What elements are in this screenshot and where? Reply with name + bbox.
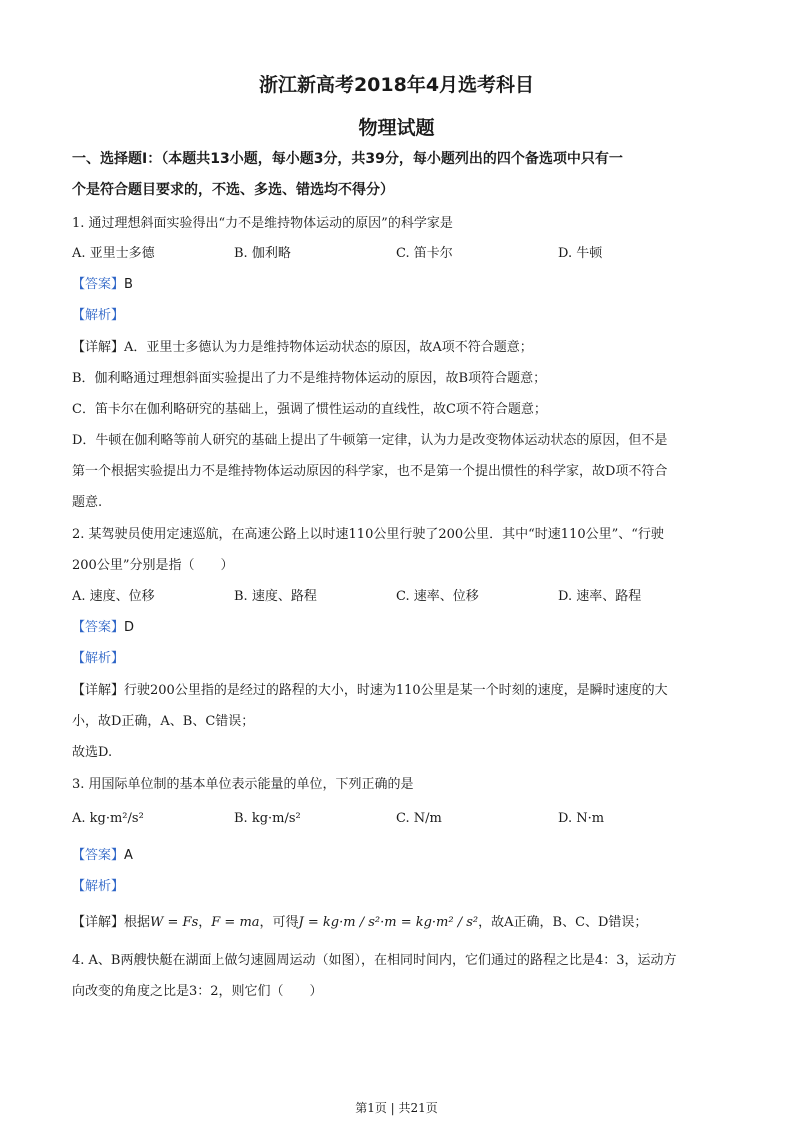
detail-text: 根据 [124, 915, 151, 930]
q3-answer [72, 847, 133, 865]
q2-stem-line1: 2. 某驾驶员使用定速巡航，在高速公路上以时速110公里行驶了200公里．其中“时速110公里”、“行驶 [72, 527, 664, 542]
q1-detail-line: C．笛卡尔在伽利略研究的基础上，强调了惯性运动的直线性，故C项不符合题意； [72, 402, 547, 417]
formula-joule: J = kg·m / s²·m = kg·m² / s² [298, 915, 479, 930]
formula-newton: F = ma [211, 915, 260, 930]
q1-detail-line: B．伽利略通过理想斜面实验提出了力不是维持物体运动的原因，故B项符合题意； [72, 371, 547, 386]
q1-option-a: A. 亚里士多德 [72, 246, 155, 261]
page-footer: 第1页 | 共21页 [355, 1101, 438, 1115]
q2-option-c: C. 速率、位移 [396, 589, 479, 604]
section-heading-line2: 个是符合题目要求的，不选、多选、错选均不得分） [72, 182, 394, 198]
q1-option-d: D. 牛顿 [558, 246, 603, 261]
detail-tag: 【详解】 [72, 915, 125, 930]
q2-detail-line: 小，故D正确，A、B、C错误； [72, 714, 255, 729]
q1-option-c: C. 笛卡尔 [396, 246, 453, 261]
q1-detail-line: 第一个根据实验提出力不是维持物体运动原因的科学家，也不是第一个提出惯性的科学家，故D项不符合 [72, 464, 668, 479]
q3-stem: 3. 用国际单位制的基本单位表示能量的单位，下列正确的是 [72, 777, 414, 792]
q2-answer [72, 619, 134, 637]
detail-text: ，可得 [259, 915, 299, 930]
q3-option-d: D. N·m [558, 811, 605, 826]
q1-stem: 1. 通过理想斜面实验得出“力不是维持物体运动的原因”的科学家是 [72, 216, 453, 231]
q3-option-b: B. kg·m/s² [234, 811, 301, 826]
q1-detail-line: D．牛顿在伽利略等前人研究的基础上提出了牛顿第一定律，认为力是改变物体运动状态的原因，但不是 [72, 433, 668, 448]
detail-tag: 【详解】 [72, 683, 125, 698]
detail-tag: 【详解】 [72, 340, 125, 355]
answer-value: B [124, 277, 133, 292]
analysis-tag: 【解析】 [72, 879, 125, 894]
q1-answer [72, 276, 133, 294]
q1-option-b: B. 伽利略 [234, 246, 291, 261]
q1-detail-line: 题意. [72, 495, 103, 510]
q3-detail-line [72, 914, 647, 932]
detail-text: ， [198, 915, 212, 930]
q2-detail-line: 故选D. [72, 745, 113, 760]
answer-value: D [124, 620, 135, 635]
detail-text: ，故A正确，B、C、D错误； [478, 915, 648, 930]
detail-text: A．亚里士多德认为力是维持物体运动状态的原因，故A项不符合题意； [124, 340, 533, 355]
answer-tag: 【答案】 [72, 277, 125, 292]
section-heading-line1: 一、选择题Ⅰ：（本题共13小题，每小题3分，共39分，每小题列出的四个备选项中只有一 [72, 151, 623, 167]
q2-option-b: B. 速度、路程 [234, 589, 317, 604]
answer-tag: 【答案】 [72, 848, 125, 863]
q2-analysis [72, 650, 124, 668]
q2-stem-line2: 200公里”分别是指（ ） [72, 558, 234, 573]
analysis-tag: 【解析】 [72, 308, 125, 323]
q4-stem-line2: 向改变的角度之比是3：2，则它们（ ） [72, 984, 323, 999]
q3-option-a: A. kg·m²/s² [72, 811, 144, 826]
q2-detail-line [72, 682, 668, 700]
answer-tag: 【答案】 [72, 620, 125, 635]
q4-stem-line1: 4. A、B两艘快艇在湖面上做匀速圆周运动（如图），在相同时间内，它们通过的路程之比是4：3，运动方 [72, 953, 677, 968]
q1-detail-line [72, 339, 533, 357]
detail-text: 行驶200公里指的是经过的路程的大小，时速为110公里是某一个时刻的速度，是瞬时速度的大 [124, 683, 668, 698]
analysis-tag: 【解析】 [72, 651, 125, 666]
q2-option-d: D. 速率、路程 [558, 589, 642, 604]
q3-option-c: C. N/m [396, 811, 442, 826]
answer-value: A [124, 848, 133, 863]
formula-work: W = Fs [150, 915, 199, 930]
q3-analysis [72, 878, 124, 896]
page-title: 浙江新高考2018年4月选考科目 [258, 74, 535, 96]
q1-analysis [72, 307, 124, 325]
page-subtitle: 物理试题 [358, 117, 435, 139]
q2-option-a: A. 速度、位移 [72, 589, 155, 604]
